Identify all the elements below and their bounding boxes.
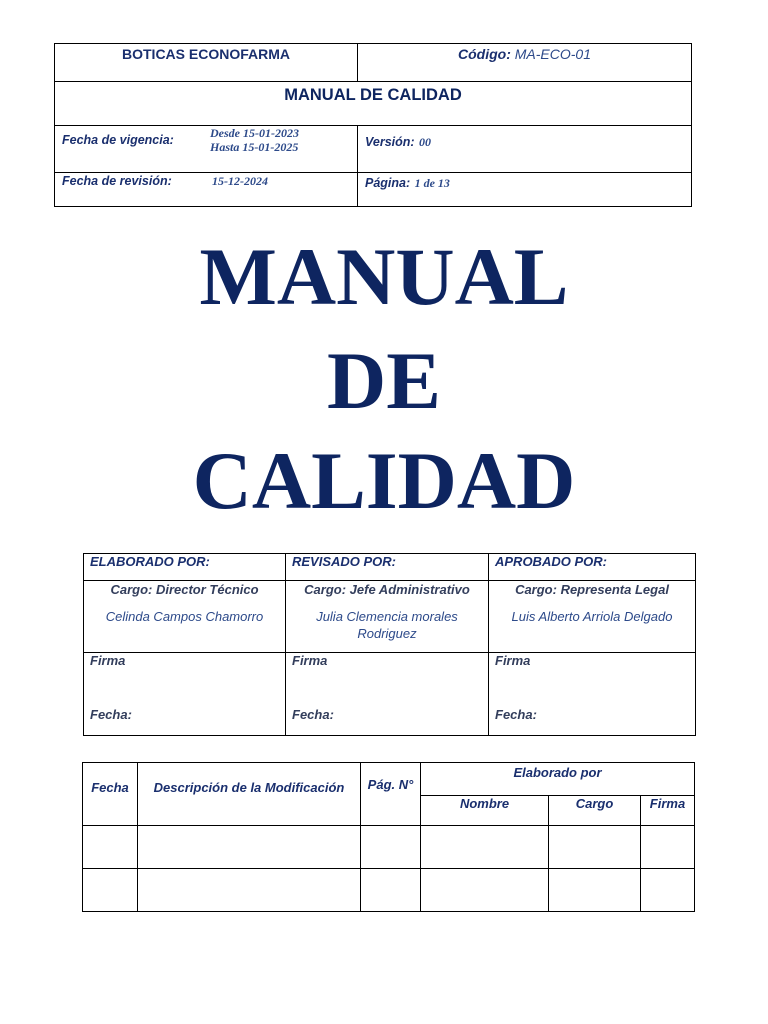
mod-fecha-head-cell — [82, 762, 138, 826]
table-cell — [82, 868, 138, 912]
revision-label: Fecha de revisión: — [62, 174, 172, 188]
pagina-line — [365, 174, 450, 192]
table-cell — [548, 868, 641, 912]
sig-head-cell — [83, 553, 286, 581]
table-cell — [137, 868, 361, 912]
aprobado-head: APROBADO POR: — [495, 554, 607, 569]
table-cell — [360, 868, 421, 912]
codigo-line — [358, 46, 691, 62]
mod-nombre-head-cell — [420, 795, 549, 826]
sig-firma-cell — [285, 652, 489, 736]
aprobado-firma: Firma — [495, 653, 531, 668]
elaborado-fecha: Fecha: — [90, 707, 132, 722]
aprobado-cargo: Cargo: Representa Legal — [515, 582, 669, 597]
company-cell — [54, 43, 358, 82]
revisado-fecha: Fecha: — [292, 707, 334, 722]
company-name: BOTICAS ECONOFARMA — [122, 46, 290, 62]
revisado-name-line-2: Rodriguez — [357, 626, 417, 641]
revisado-firma: Firma — [292, 653, 328, 668]
pagina-label: Página: — [365, 176, 411, 190]
revision-value: 15-12-2024 — [212, 174, 268, 188]
main-title-line-1: MANUAL — [199, 231, 569, 322]
table-cell — [420, 868, 549, 912]
version-label: Versión: — [365, 135, 415, 149]
vigencia-hasta: Hasta 15-01-2025 — [210, 140, 299, 154]
sig-cargo-cell — [488, 580, 696, 653]
version-line — [365, 133, 431, 151]
sig-head-cell — [488, 553, 696, 581]
pagina-cell — [357, 172, 692, 207]
sig-firma-cell — [488, 652, 696, 736]
mod-firma-head: Firma — [649, 796, 686, 811]
mod-nombre-head: Nombre — [459, 796, 510, 811]
doc-title: MANUAL DE CALIDAD — [284, 86, 462, 104]
elaborado-cargo: Cargo: Director Técnico — [110, 582, 259, 597]
elaborado-head: ELABORADO POR: — [90, 554, 210, 569]
codigo-cell — [357, 43, 692, 82]
vigencia-cell — [54, 125, 358, 173]
mod-pag-head-cell — [360, 762, 421, 826]
vigencia-desde: Desde 15-01-2023 — [210, 126, 299, 140]
table-cell — [360, 825, 421, 869]
revisado-head: REVISADO POR: — [292, 554, 397, 569]
table-cell — [548, 825, 641, 869]
sig-head-cell — [285, 553, 489, 581]
version-value: 00 — [419, 135, 432, 149]
version-cell — [357, 125, 692, 173]
main-title-line-3: CALIDAD — [192, 435, 576, 526]
elaborado-firma: Firma — [90, 653, 126, 668]
table-cell — [137, 825, 361, 869]
vigencia-label: Fecha de vigencia: — [62, 133, 174, 147]
mod-firma-head-cell — [640, 795, 695, 826]
pagina-value: 1 de 13 — [414, 176, 450, 190]
revision-cell — [54, 172, 358, 207]
aprobado-name: Luis Alberto Arriola Delgado — [511, 609, 673, 624]
doc-title-cell — [54, 81, 692, 126]
table-cell — [640, 868, 695, 912]
sig-cargo-cell — [83, 580, 286, 653]
elaborado-name: Celinda Campos Chamorro — [105, 609, 264, 624]
mod-cargo-head-cell — [548, 795, 641, 826]
revisado-name-line-1: Julia Clemencia morales — [316, 609, 458, 624]
mod-cargo-head: Cargo — [575, 796, 614, 811]
mod-elaborado-head-cell — [420, 762, 695, 796]
sig-cargo-cell — [285, 580, 489, 653]
codigo-label: Código: — [458, 46, 511, 62]
sig-firma-cell — [83, 652, 286, 736]
mod-desc-head: Descripción de la Modificación — [153, 780, 345, 795]
mod-desc-head-cell — [137, 762, 361, 826]
table-cell — [420, 825, 549, 869]
aprobado-fecha: Fecha: — [495, 707, 537, 722]
main-title-line-2: DE — [327, 335, 441, 426]
mod-fecha-head: Fecha — [91, 780, 129, 795]
mod-pag-head: Pág. N° — [367, 777, 414, 792]
mod-elaborado-head: Elaborado por — [513, 765, 602, 780]
revisado-cargo: Cargo: Jefe Administrativo — [304, 582, 470, 597]
table-cell — [640, 825, 695, 869]
table-cell — [82, 825, 138, 869]
codigo-value: MA-ECO-01 — [514, 46, 591, 62]
